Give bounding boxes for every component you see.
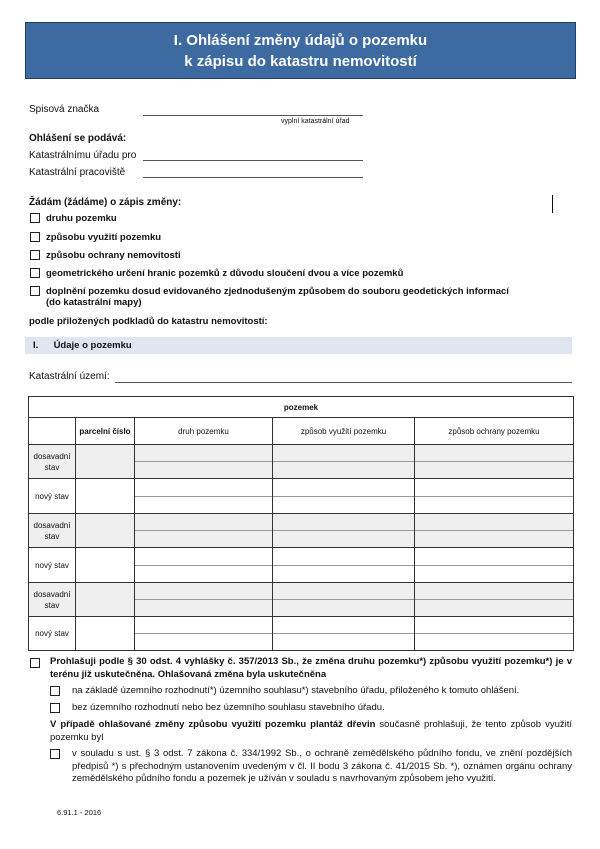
checkbox-zpusobu-ochrany[interactable] xyxy=(30,250,40,260)
table-row xyxy=(29,514,574,548)
cell-druh[interactable] xyxy=(135,445,273,479)
table-row xyxy=(29,617,574,651)
cell-vyuziti[interactable] xyxy=(273,548,415,583)
cell-ochrana[interactable] xyxy=(415,445,574,479)
change-label-vyuziti: způsobu využití pozemku xyxy=(46,232,162,243)
declaration-forest xyxy=(50,719,572,744)
cell-druh[interactable] xyxy=(135,479,273,514)
table-header-empty xyxy=(29,418,76,445)
declaration-option-2: bez územního rozhodnutí nebo bez územního souhlasu stavebního úřadu. xyxy=(72,702,385,713)
form-title-banner xyxy=(25,22,576,79)
spisova-znacka-label: Spisová značka xyxy=(29,104,100,115)
spisova-znacka-note: vyplní katastrální úřad xyxy=(281,118,350,125)
col-header-ochrana: způsob ochrany pozemku xyxy=(415,418,574,445)
checkbox-zpusobu-vyuziti[interactable] xyxy=(30,232,40,242)
katastralni-urad-label: Katastrálnímu úřadu pro xyxy=(29,150,137,161)
cell-vyuziti[interactable] xyxy=(273,617,415,651)
podava-label: Ohlášení se podává: xyxy=(29,133,127,144)
cell-ochrana[interactable] xyxy=(415,514,574,548)
cell-ochrana[interactable] xyxy=(415,548,574,583)
podle-label: podle přiložených podkladů do katastru nemovitostí: xyxy=(29,316,268,327)
katastralni-uzemi-label: Katastrální území: xyxy=(29,371,110,382)
text-cursor xyxy=(552,195,553,213)
table-row xyxy=(29,479,574,514)
declaration-option-1: na základě územního rozhodnutí*) územního souhlasu*) stavebního úřadu, přiloženého k tomuto ohlášení. xyxy=(72,685,520,696)
section-title: Údaje o pozemku xyxy=(53,340,132,351)
cell-druh[interactable] xyxy=(135,617,273,651)
cell-parcelni-cislo[interactable] xyxy=(76,583,135,617)
katastralni-pracoviste-field[interactable] xyxy=(143,177,363,178)
declaration-forest-rest: současně prohlašuji, že tento způsob využití pozemku byl xyxy=(50,719,572,743)
change-label-geometrie: geometrického určení hranic pozemků z důvodu sloučení dvou a více pozemků xyxy=(46,268,404,279)
row-label: nový stav xyxy=(29,617,76,651)
change-label-druhu: druhu pozemku xyxy=(46,213,117,224)
form-code: 6.91.1 - 2016 xyxy=(57,808,102,817)
cell-ochrana[interactable] xyxy=(415,617,574,651)
change-label-ochrany: způsobu ochrany nemovitosti xyxy=(46,250,181,261)
cell-druh[interactable] xyxy=(135,583,273,617)
cell-vyuziti[interactable] xyxy=(273,479,415,514)
row-label: dosavadní stav xyxy=(29,583,76,617)
declaration-main: Prohlašuji podle § 30 odst. 4 vyhlášky č. 357/2013 Sb., že změna druhu pozemku*) způsobu využití pozemku*) je v terénu již uskutečněna. Ohlašovaná změna byla uskutečněna xyxy=(50,656,572,680)
cell-parcelni-cislo[interactable] xyxy=(76,479,135,514)
pozemek-table xyxy=(28,396,574,651)
form-title-line-1: I. Ohlášení změny údajů o pozemku xyxy=(173,31,428,49)
change-label-doplneni-2: (do katastrální mapy) xyxy=(46,297,142,308)
checkbox-prohlaseni[interactable] xyxy=(30,658,40,668)
row-label: nový stav xyxy=(29,548,76,583)
table-row xyxy=(29,583,574,617)
checkbox-uzemni-rozhodnuti[interactable] xyxy=(50,686,60,696)
katastralni-pracoviste-label: Katastrální pracoviště xyxy=(29,167,126,178)
cell-parcelni-cislo[interactable] xyxy=(76,514,135,548)
spisova-znacka-field[interactable] xyxy=(143,115,363,116)
cell-parcelni-cislo[interactable] xyxy=(76,445,135,479)
declaration-forest-bold: V případě ohlašované změny způsobu využití pozemku plantáž dřevin xyxy=(50,719,376,730)
zadam-label: Žádám (žádáme) o zápis změny: xyxy=(29,197,182,208)
katastralni-urad-field[interactable] xyxy=(143,160,363,161)
change-label-doplneni: doplnění pozemku dosud evidovaného zjednodušeným způsobem do souboru geodetických informací xyxy=(46,286,509,297)
row-label: dosavadní stav xyxy=(29,445,76,479)
section-header-udaje xyxy=(25,337,572,354)
cell-vyuziti[interactable] xyxy=(273,583,415,617)
cell-parcelni-cislo[interactable] xyxy=(76,617,135,651)
cell-druh[interactable] xyxy=(135,548,273,583)
checkbox-bez-rozhodnuti[interactable] xyxy=(50,703,60,713)
row-label: nový stav xyxy=(29,479,76,514)
cell-druh[interactable] xyxy=(135,514,273,548)
cell-ochrana[interactable] xyxy=(415,479,574,514)
col-header-parcelni-cislo: parcelní číslo xyxy=(76,418,135,445)
checkbox-soulad-zakon[interactable] xyxy=(50,749,60,759)
checkbox-geometrickeho-urceni[interactable] xyxy=(30,268,40,278)
katastralni-uzemi-field[interactable] xyxy=(115,382,572,383)
cell-vyuziti[interactable] xyxy=(273,445,415,479)
col-header-vyuziti: způsob využití pozemku xyxy=(273,418,415,445)
table-group-header: pozemek xyxy=(29,397,574,418)
checkbox-druhu-pozemku[interactable] xyxy=(30,213,40,223)
declaration-option-3: v souladu s ust. § 3 odst. 7 zákona č. 334/1992 Sb., o ochraně zemědělského půdního fondu, ve znění pozdějších předpisů *) s přechodným ustanovením uvedeným v čl. II bodu 3 zákona č. 41/2015 Sb. *), oznámen orgánu ochrany zemědělského půdního fondu a pozemek je užíván v souladu s navrhovaným způsobem jeho využití. xyxy=(72,748,572,784)
table-row xyxy=(29,445,574,479)
col-header-druh: druh pozemku xyxy=(135,418,273,445)
checkbox-doplneni-pozemku[interactable] xyxy=(30,286,40,296)
table-row xyxy=(29,548,574,583)
row-label: dosavadní stav xyxy=(29,514,76,548)
cell-parcelni-cislo[interactable] xyxy=(76,548,135,583)
cell-vyuziti[interactable] xyxy=(273,514,415,548)
section-number: I. xyxy=(33,340,39,351)
cell-ochrana[interactable] xyxy=(415,583,574,617)
form-title-line-2: k zápisu do katastru nemovitostí xyxy=(184,52,417,70)
